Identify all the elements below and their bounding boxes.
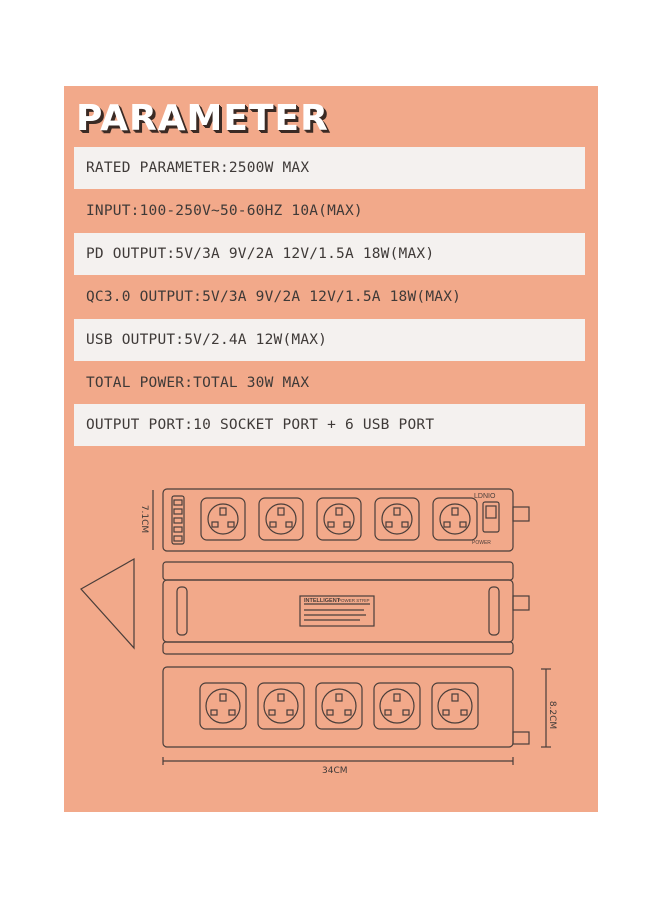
param-row-qc-output: QC3.0 OUTPUT:5V/3A 9V/2A 12V/1.5A 18W(MAX) xyxy=(86,289,462,305)
parameter-panel xyxy=(64,86,598,812)
sticker-subtitle: POWER STRIP xyxy=(338,598,370,603)
sticker-title: INTELLIGENT xyxy=(304,598,341,604)
param-row-rated: RATED PARAMETER:2500W MAX xyxy=(74,147,585,189)
power-label: POWER xyxy=(472,540,491,546)
param-row-input: INPUT:100-250V~50-60HZ 10A(MAX) xyxy=(86,203,363,219)
param-row-output-port: OUTPUT PORT:10 SOCKET PORT + 6 USB PORT xyxy=(74,404,585,446)
brand-label: LDNIO xyxy=(474,493,496,500)
depth-dimension-label: 8.2CM xyxy=(547,700,558,730)
page-title: PARAMETER xyxy=(76,98,329,139)
param-row-usb-output: USB OUTPUT:5V/2.4A 12W(MAX) xyxy=(74,319,585,361)
param-row-total-power: TOTAL POWER:TOTAL 30W MAX xyxy=(86,375,310,391)
param-row-pd-output: PD OUTPUT:5V/3A 9V/2A 12V/1.5A 18W(MAX) xyxy=(74,233,585,275)
height-dimension-label: 7.1CM xyxy=(139,504,150,534)
length-dimension-label: 34CM xyxy=(322,766,348,776)
